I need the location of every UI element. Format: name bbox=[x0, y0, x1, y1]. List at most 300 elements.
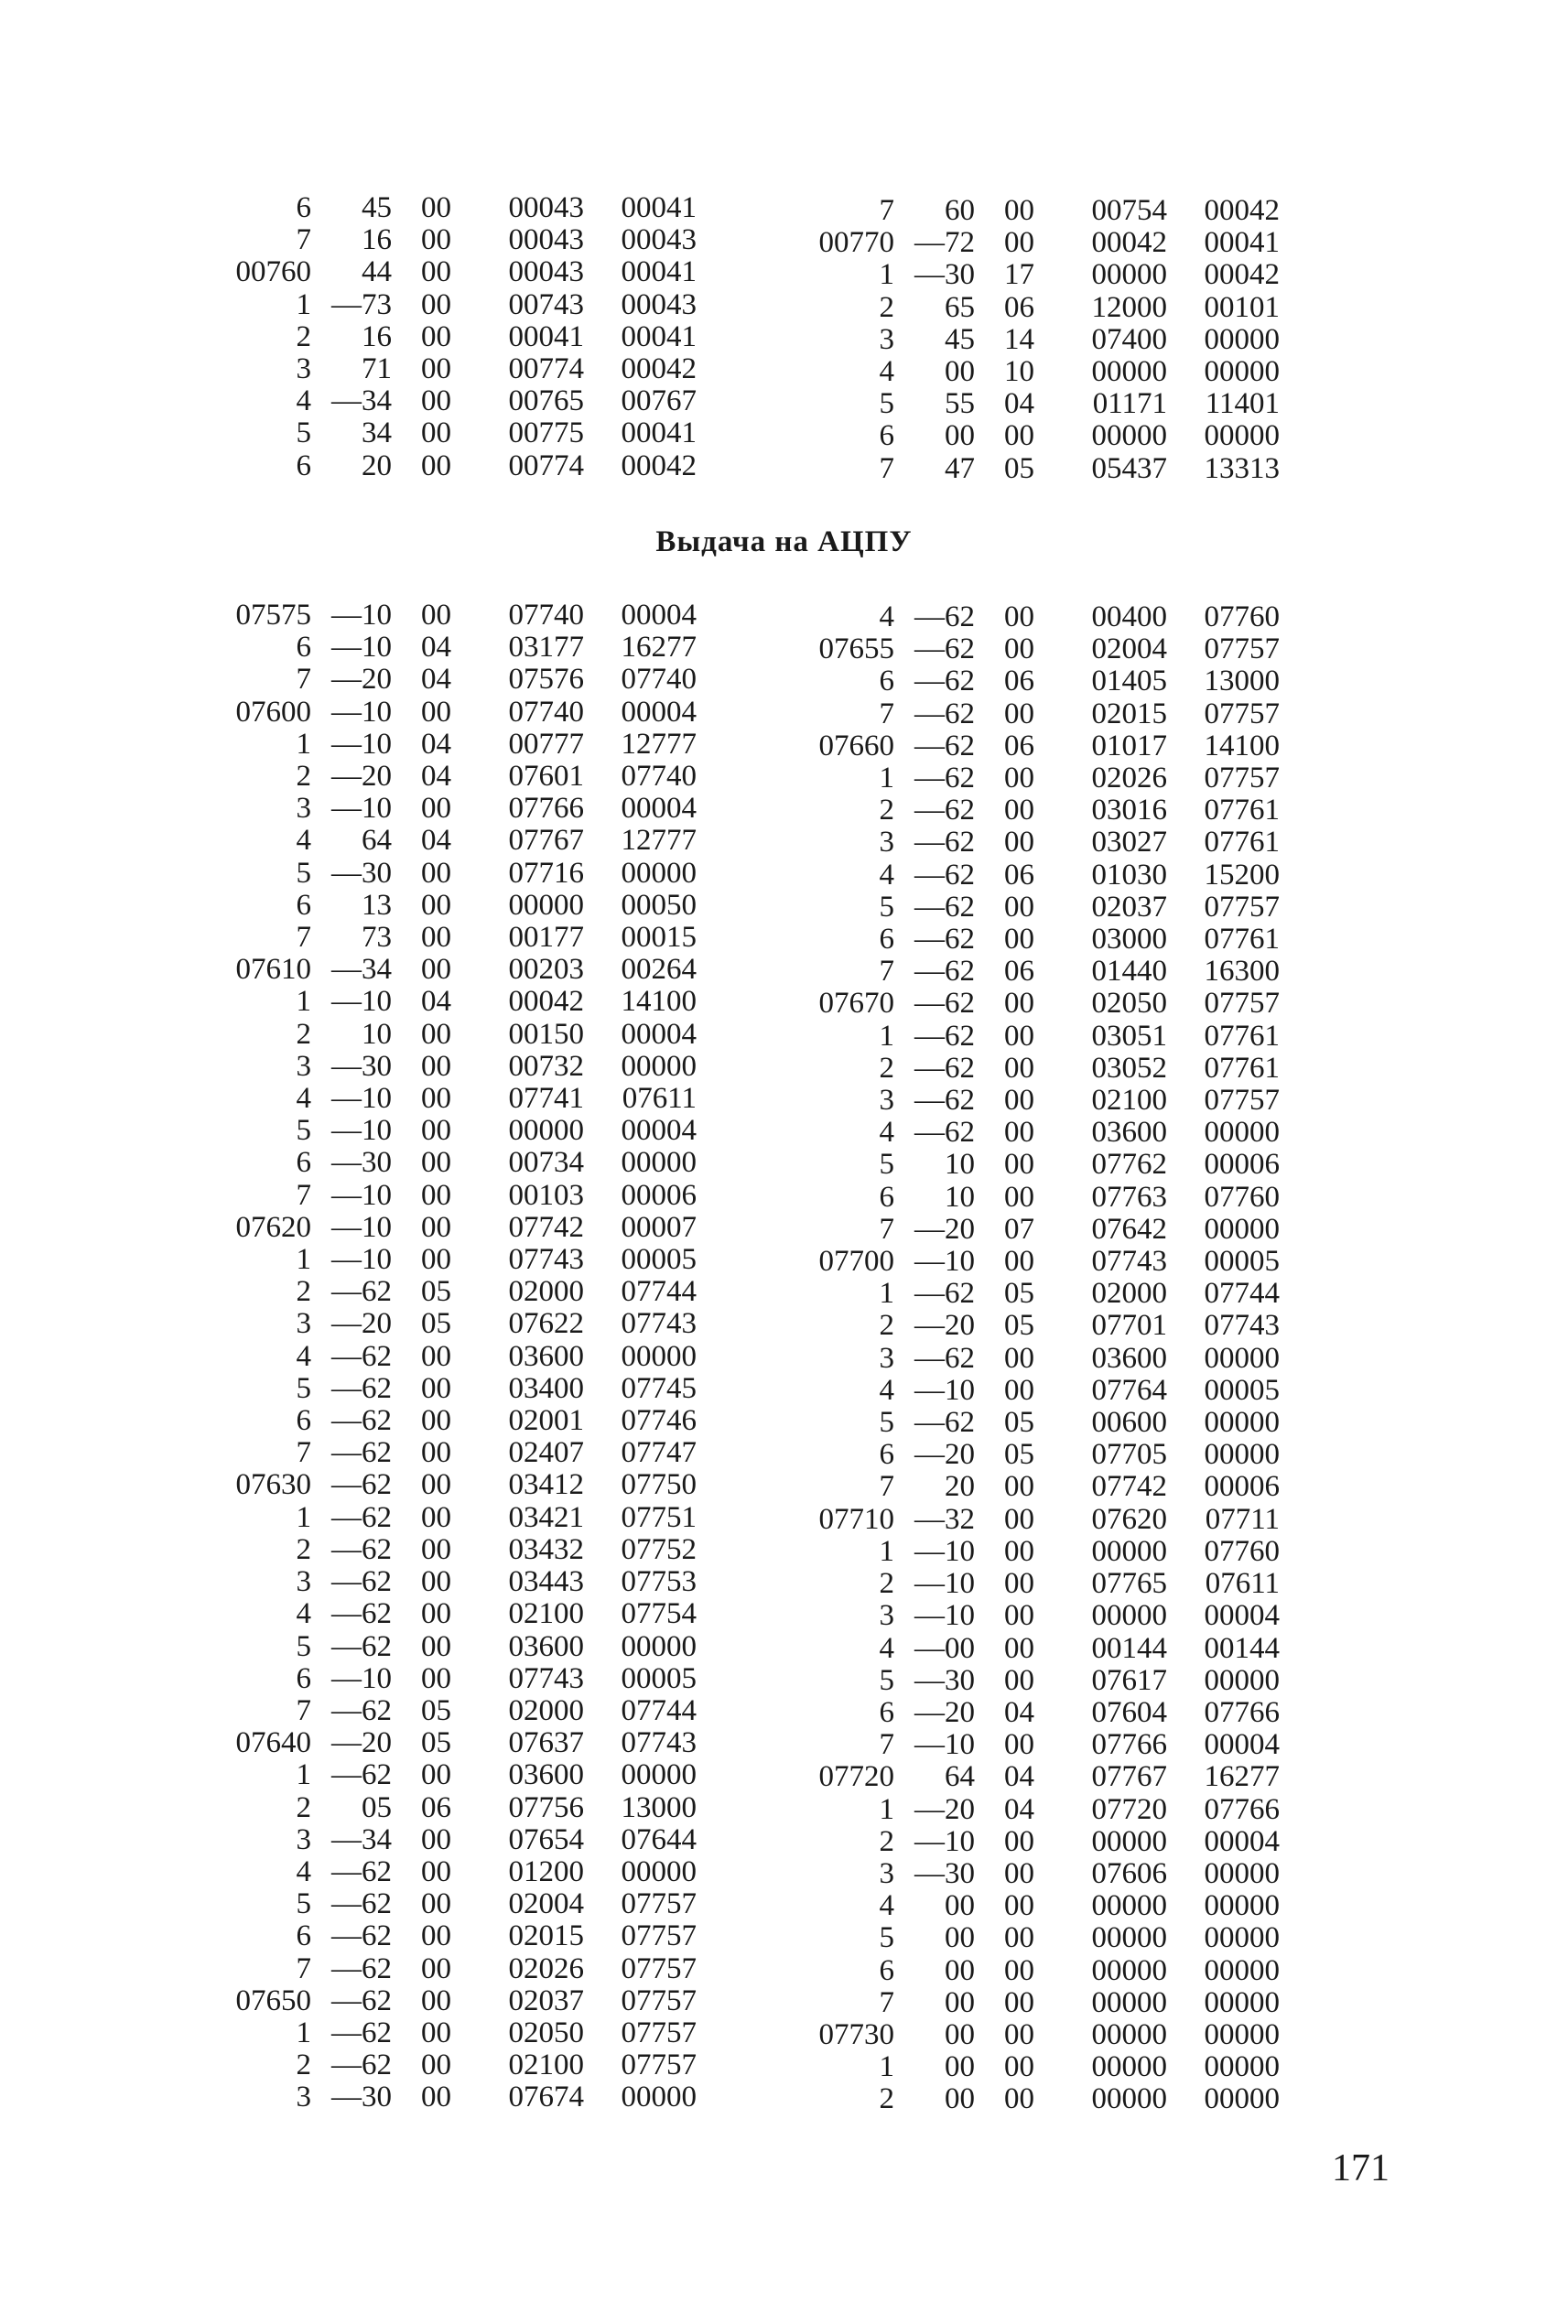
operand2-cell: 00042 bbox=[1204, 194, 1280, 227]
code-row bbox=[807, 762, 1280, 794]
address-cell: 5 bbox=[879, 1148, 894, 1182]
opcode-cell: —10 bbox=[914, 1567, 975, 1601]
modifier-cell: 05 bbox=[1004, 1406, 1034, 1440]
operand2-cell: 07761 bbox=[1204, 1019, 1280, 1053]
opcode-cell: —20 bbox=[331, 1307, 392, 1341]
code-row bbox=[807, 2083, 1280, 2115]
operand1-cell: 07617 bbox=[1091, 1663, 1167, 1697]
opcode-cell: —10 bbox=[331, 695, 392, 729]
opcode-cell: —62 bbox=[331, 1629, 392, 1663]
opcode-cell: —62 bbox=[914, 600, 975, 633]
operand1-cell: 02050 bbox=[508, 2016, 584, 2049]
opcode-cell: —10 bbox=[914, 1728, 975, 1762]
code-row bbox=[807, 1729, 1280, 1761]
address-cell: 2 bbox=[879, 1309, 894, 1343]
operand2-cell: 00000 bbox=[1204, 419, 1280, 453]
modifier-cell: 00 bbox=[1004, 1019, 1034, 1053]
code-row bbox=[807, 1149, 1280, 1181]
address-cell: 6 bbox=[296, 1146, 311, 1180]
address-cell: 4 bbox=[296, 1082, 311, 1116]
address-cell: 3 bbox=[296, 2081, 311, 2114]
modifier-cell: 00 bbox=[1004, 1889, 1034, 1923]
modifier-cell: 04 bbox=[421, 985, 451, 1019]
code-row bbox=[224, 1824, 697, 1856]
operand2-cell: 07754 bbox=[621, 1597, 697, 1631]
modifier-cell: 00 bbox=[1004, 1373, 1034, 1407]
modifier-cell: 04 bbox=[421, 727, 451, 761]
operand1-cell: 00000 bbox=[1091, 2017, 1167, 2051]
code-row bbox=[224, 793, 697, 825]
operand2-cell: 07743 bbox=[621, 1307, 697, 1341]
operand2-cell: 00000 bbox=[1204, 322, 1280, 356]
operand2-cell: 07753 bbox=[621, 1565, 697, 1599]
opcode-cell: —10 bbox=[331, 631, 392, 665]
address-cell: 7 bbox=[296, 1951, 311, 1985]
code-row bbox=[807, 2019, 1280, 2051]
operand1-cell: 00000 bbox=[1091, 1985, 1167, 2019]
opcode-cell: —30 bbox=[331, 856, 392, 890]
modifier-cell: 00 bbox=[421, 1082, 451, 1116]
address-cell: 2 bbox=[296, 760, 311, 794]
code-row bbox=[224, 858, 697, 890]
opcode-cell: —10 bbox=[331, 985, 392, 1019]
operand1-cell: 07766 bbox=[508, 792, 584, 826]
modifier-cell: 04 bbox=[1004, 1792, 1034, 1826]
operand2-cell: 07752 bbox=[621, 1532, 697, 1566]
address-cell: 00760 bbox=[235, 255, 311, 289]
operand1-cell: 07400 bbox=[1091, 322, 1167, 356]
code-row bbox=[224, 1147, 697, 1179]
address-cell: 3 bbox=[296, 352, 311, 386]
opcode-cell: —62 bbox=[331, 1919, 392, 1953]
opcode-cell: —62 bbox=[331, 2048, 392, 2082]
modifier-cell: 00 bbox=[1004, 2082, 1034, 2116]
operand2-cell: 07766 bbox=[1204, 1695, 1280, 1729]
opcode-cell: —62 bbox=[331, 1275, 392, 1309]
operand1-cell: 02037 bbox=[1091, 890, 1167, 924]
code-row bbox=[224, 1019, 697, 1051]
address-cell: 6 bbox=[296, 449, 311, 482]
modifier-cell: 00 bbox=[1004, 1245, 1034, 1279]
opcode-cell: 13 bbox=[362, 888, 392, 922]
operand2-cell: 07760 bbox=[1204, 600, 1280, 633]
modifier-cell: 00 bbox=[421, 1404, 451, 1438]
address-cell: 6 bbox=[879, 665, 894, 698]
code-row bbox=[807, 1214, 1280, 1246]
opcode-cell: 05 bbox=[362, 1790, 392, 1824]
opcode-cell: —10 bbox=[331, 1114, 392, 1148]
top-right-code-table bbox=[807, 195, 1280, 485]
address-cell: 1 bbox=[879, 2050, 894, 2084]
address-cell: 7 bbox=[296, 223, 311, 257]
operand2-cell: 00000 bbox=[1204, 1889, 1280, 1923]
modifier-cell: 00 bbox=[1004, 1953, 1034, 1987]
code-row bbox=[807, 1826, 1280, 1858]
modifier-cell: 00 bbox=[421, 695, 451, 729]
modifier-cell: 00 bbox=[421, 1854, 451, 1888]
operand1-cell: 00774 bbox=[508, 449, 584, 482]
operand1-cell: 02037 bbox=[508, 1984, 584, 2017]
address-cell: 07730 bbox=[818, 2017, 894, 2051]
address-cell: 4 bbox=[879, 600, 894, 633]
operand2-cell: 00000 bbox=[1204, 1856, 1280, 1890]
operand1-cell: 07767 bbox=[1091, 1760, 1167, 1794]
operand2-cell: 07644 bbox=[621, 1822, 697, 1856]
address-cell: 5 bbox=[296, 1371, 311, 1405]
code-row bbox=[807, 195, 1280, 227]
code-row bbox=[224, 256, 697, 288]
operand1-cell: 00000 bbox=[1091, 355, 1167, 389]
address-cell: 2 bbox=[879, 794, 894, 827]
operand2-cell: 15200 bbox=[1204, 858, 1280, 892]
operand1-cell: 02004 bbox=[508, 1887, 584, 1921]
code-row bbox=[224, 1727, 697, 1759]
opcode-cell: —62 bbox=[331, 1758, 392, 1792]
opcode-cell: —62 bbox=[914, 826, 975, 859]
operand1-cell: 03600 bbox=[1091, 1116, 1167, 1150]
operand1-cell: 00775 bbox=[508, 416, 584, 450]
modifier-cell: 00 bbox=[421, 1371, 451, 1405]
operand1-cell: 01440 bbox=[1091, 955, 1167, 989]
address-cell: 2 bbox=[879, 1051, 894, 1085]
operand2-cell: 07761 bbox=[1204, 826, 1280, 859]
opcode-cell: 71 bbox=[362, 352, 392, 386]
modifier-cell: 05 bbox=[1004, 451, 1034, 485]
operand2-cell: 00767 bbox=[621, 384, 697, 418]
code-row bbox=[224, 1792, 697, 1824]
modifier-cell: 00 bbox=[421, 2016, 451, 2049]
operand1-cell: 07741 bbox=[508, 1082, 584, 1116]
operand2-cell: 07761 bbox=[1204, 1051, 1280, 1085]
main-right-code-table bbox=[807, 601, 1280, 2116]
operand1-cell: 02015 bbox=[508, 1919, 584, 1953]
opcode-cell: —34 bbox=[331, 1822, 392, 1856]
code-row bbox=[224, 1051, 697, 1083]
opcode-cell: 47 bbox=[945, 451, 975, 485]
code-row bbox=[224, 632, 697, 664]
operand1-cell: 03027 bbox=[1091, 826, 1167, 859]
address-cell: 1 bbox=[296, 2016, 311, 2049]
operand2-cell: 07745 bbox=[621, 1371, 697, 1405]
address-cell: 2 bbox=[879, 2082, 894, 2116]
operand1-cell: 00000 bbox=[1091, 1953, 1167, 1987]
address-cell: 1 bbox=[879, 1277, 894, 1311]
operand1-cell: 00000 bbox=[1091, 1599, 1167, 1633]
address-cell: 5 bbox=[296, 1114, 311, 1148]
address-cell: 1 bbox=[296, 287, 311, 321]
code-row bbox=[807, 1568, 1280, 1600]
modifier-cell: 00 bbox=[1004, 1631, 1034, 1665]
operand1-cell: 00000 bbox=[1091, 258, 1167, 292]
modifier-cell: 00 bbox=[421, 191, 451, 224]
opcode-cell: —10 bbox=[914, 1245, 975, 1279]
operand1-cell: 02407 bbox=[508, 1436, 584, 1470]
code-row bbox=[224, 289, 697, 321]
operand2-cell: 00006 bbox=[1204, 1148, 1280, 1182]
operand2-cell: 07757 bbox=[621, 1887, 697, 1921]
address-cell: 07630 bbox=[235, 1468, 311, 1502]
opcode-cell: —20 bbox=[331, 663, 392, 697]
address-cell: 7 bbox=[879, 697, 894, 730]
address-cell: 4 bbox=[296, 824, 311, 858]
modifier-cell: 00 bbox=[421, 255, 451, 289]
operand1-cell: 00754 bbox=[1091, 194, 1167, 227]
opcode-cell: —62 bbox=[331, 1854, 392, 1888]
modifier-cell: 00 bbox=[421, 1243, 451, 1277]
modifier-cell: 00 bbox=[421, 1468, 451, 1502]
address-cell: 7 bbox=[296, 663, 311, 697]
operand1-cell: 02026 bbox=[1091, 762, 1167, 795]
operand2-cell: 00043 bbox=[621, 223, 697, 257]
address-cell: 2 bbox=[296, 1790, 311, 1824]
code-row bbox=[224, 1469, 697, 1501]
code-row bbox=[807, 1665, 1280, 1697]
operand1-cell: 02050 bbox=[1091, 987, 1167, 1021]
operand2-cell: 00000 bbox=[621, 2081, 697, 2114]
operand1-cell: 02004 bbox=[1091, 632, 1167, 666]
opcode-cell: 73 bbox=[362, 921, 392, 955]
opcode-cell: —62 bbox=[331, 1597, 392, 1631]
operand2-cell: 07757 bbox=[1204, 987, 1280, 1021]
code-row bbox=[807, 1053, 1280, 1085]
code-row bbox=[807, 453, 1280, 485]
operand1-cell: 07756 bbox=[508, 1790, 584, 1824]
modifier-cell: 06 bbox=[1004, 665, 1034, 698]
opcode-cell: —62 bbox=[331, 2016, 392, 2049]
address-cell: 7 bbox=[879, 1212, 894, 1246]
code-row bbox=[807, 698, 1280, 730]
opcode-cell: —32 bbox=[914, 1502, 975, 1536]
opcode-cell: —20 bbox=[914, 1212, 975, 1246]
code-row bbox=[224, 353, 697, 385]
code-row bbox=[224, 1180, 697, 1212]
opcode-cell: —10 bbox=[331, 727, 392, 761]
modifier-cell: 00 bbox=[421, 921, 451, 955]
address-cell: 07600 bbox=[235, 695, 311, 729]
address-cell: 6 bbox=[879, 419, 894, 453]
code-row bbox=[224, 1502, 697, 1534]
address-cell: 00770 bbox=[818, 226, 894, 260]
modifier-cell: 00 bbox=[421, 1017, 451, 1051]
code-row bbox=[807, 420, 1280, 452]
operand2-cell: 07740 bbox=[621, 760, 697, 794]
code-row bbox=[224, 1631, 697, 1663]
operand2-cell: 00005 bbox=[621, 1661, 697, 1695]
operand2-cell: 12777 bbox=[621, 727, 697, 761]
opcode-cell: —62 bbox=[331, 1951, 392, 1985]
modifier-cell: 00 bbox=[1004, 1502, 1034, 1536]
address-cell: 07650 bbox=[235, 1984, 311, 2017]
modifier-cell: 05 bbox=[421, 1726, 451, 1760]
address-cell: 7 bbox=[879, 451, 894, 485]
modifier-cell: 06 bbox=[421, 1790, 451, 1824]
opcode-cell: 65 bbox=[945, 290, 975, 324]
opcode-cell: —10 bbox=[914, 1373, 975, 1407]
opcode-cell: —10 bbox=[914, 1534, 975, 1568]
operand1-cell: 00043 bbox=[508, 223, 584, 257]
modifier-cell: 00 bbox=[421, 953, 451, 987]
operand2-cell: 07744 bbox=[621, 1693, 697, 1727]
opcode-cell: —72 bbox=[914, 226, 975, 260]
operand2-cell: 00000 bbox=[1204, 1212, 1280, 1246]
code-row bbox=[807, 794, 1280, 827]
operand1-cell: 07743 bbox=[508, 1661, 584, 1695]
modifier-cell: 00 bbox=[421, 319, 451, 353]
code-row bbox=[224, 2017, 697, 2049]
operand1-cell: 03412 bbox=[508, 1468, 584, 1502]
opcode-cell: —10 bbox=[331, 1661, 392, 1695]
code-row bbox=[224, 1212, 697, 1244]
code-row bbox=[224, 1405, 697, 1437]
operand2-cell: 13000 bbox=[1204, 665, 1280, 698]
opcode-cell: —10 bbox=[331, 1210, 392, 1244]
opcode-cell: 00 bbox=[945, 1889, 975, 1923]
operand2-cell: 00041 bbox=[621, 191, 697, 224]
address-cell: 6 bbox=[296, 1661, 311, 1695]
opcode-cell: —62 bbox=[914, 1406, 975, 1440]
code-row bbox=[807, 1890, 1280, 1922]
operand2-cell: 00004 bbox=[621, 695, 697, 729]
code-row bbox=[807, 1922, 1280, 1954]
opcode-cell: —30 bbox=[914, 1663, 975, 1697]
address-cell: 2 bbox=[879, 1824, 894, 1858]
opcode-cell: —62 bbox=[914, 987, 975, 1021]
operand2-cell: 07711 bbox=[1205, 1502, 1280, 1536]
opcode-cell: —62 bbox=[331, 1436, 392, 1470]
address-cell: 1 bbox=[879, 1534, 894, 1568]
operand1-cell: 00150 bbox=[508, 1017, 584, 1051]
operand2-cell: 00000 bbox=[1204, 1341, 1280, 1375]
code-row bbox=[224, 1115, 697, 1147]
opcode-cell: —30 bbox=[331, 1146, 392, 1180]
opcode-cell: —62 bbox=[331, 1500, 392, 1534]
opcode-cell: 45 bbox=[945, 322, 975, 356]
operand2-cell: 07757 bbox=[621, 2016, 697, 2049]
operand2-cell: 00041 bbox=[1204, 226, 1280, 260]
address-cell: 07710 bbox=[818, 1502, 894, 1536]
code-row bbox=[807, 1471, 1280, 1503]
operand1-cell: 02000 bbox=[508, 1275, 584, 1309]
opcode-cell: —62 bbox=[331, 1532, 392, 1566]
operand2-cell: 07750 bbox=[621, 1468, 697, 1502]
address-cell: 4 bbox=[879, 1373, 894, 1407]
operand2-cell: 00004 bbox=[1204, 1728, 1280, 1762]
code-row bbox=[807, 1794, 1280, 1826]
modifier-cell: 00 bbox=[421, 1532, 451, 1566]
code-row bbox=[224, 1534, 697, 1566]
address-cell: 7 bbox=[879, 955, 894, 989]
opcode-cell: —20 bbox=[914, 1438, 975, 1472]
operand1-cell: 07740 bbox=[508, 695, 584, 729]
modifier-cell: 17 bbox=[1004, 258, 1034, 292]
top-left-code-table bbox=[224, 192, 697, 482]
page-number: 171 bbox=[1332, 2147, 1390, 2189]
operand1-cell: 07674 bbox=[508, 2081, 584, 2114]
code-row bbox=[807, 1021, 1280, 1053]
opcode-cell: —62 bbox=[914, 955, 975, 989]
modifier-cell: 00 bbox=[421, 1178, 451, 1212]
opcode-cell: —20 bbox=[914, 1695, 975, 1729]
operand1-cell: 07601 bbox=[508, 760, 584, 794]
code-row bbox=[224, 1759, 697, 1791]
code-row bbox=[807, 356, 1280, 388]
opcode-cell: —10 bbox=[331, 792, 392, 826]
address-cell: 3 bbox=[296, 1822, 311, 1856]
address-cell: 07655 bbox=[818, 632, 894, 666]
address-cell: 6 bbox=[879, 923, 894, 957]
operand1-cell: 07637 bbox=[508, 1726, 584, 1760]
modifier-cell: 00 bbox=[1004, 1985, 1034, 2019]
operand2-cell: 07761 bbox=[1204, 794, 1280, 827]
modifier-cell: 04 bbox=[1004, 1695, 1034, 1729]
modifier-cell: 00 bbox=[421, 2048, 451, 2082]
code-row bbox=[807, 1987, 1280, 2019]
code-row bbox=[224, 224, 697, 256]
modifier-cell: 06 bbox=[1004, 290, 1034, 324]
opcode-cell: —10 bbox=[914, 1599, 975, 1633]
operand2-cell: 07757 bbox=[1204, 632, 1280, 666]
opcode-cell: 10 bbox=[945, 1180, 975, 1214]
opcode-cell: 64 bbox=[945, 1760, 975, 1794]
modifier-cell: 05 bbox=[421, 1307, 451, 1341]
modifier-cell: 05 bbox=[1004, 1277, 1034, 1311]
operand2-cell: 00043 bbox=[621, 287, 697, 321]
operand2-cell: 07757 bbox=[621, 2048, 697, 2082]
modifier-cell: 00 bbox=[421, 1951, 451, 1985]
code-row bbox=[224, 1308, 697, 1340]
code-row bbox=[224, 2049, 697, 2081]
modifier-cell: 04 bbox=[1004, 1760, 1034, 1794]
opcode-cell: —62 bbox=[914, 1084, 975, 1118]
address-cell: 07720 bbox=[818, 1760, 894, 1794]
operand1-cell: 03000 bbox=[1091, 923, 1167, 957]
modifier-cell: 00 bbox=[421, 888, 451, 922]
operand2-cell: 00042 bbox=[621, 352, 697, 386]
opcode-cell: —20 bbox=[914, 1792, 975, 1826]
code-row bbox=[807, 633, 1280, 665]
operand2-cell: 07766 bbox=[1204, 1792, 1280, 1826]
operand1-cell: 00203 bbox=[508, 953, 584, 987]
address-cell: 7 bbox=[879, 1985, 894, 2019]
opcode-cell: —62 bbox=[331, 1371, 392, 1405]
modifier-cell: 00 bbox=[421, 416, 451, 450]
operand2-cell: 16277 bbox=[1204, 1760, 1280, 1794]
address-cell: 4 bbox=[879, 355, 894, 389]
address-cell: 3 bbox=[879, 1341, 894, 1375]
operand1-cell: 03016 bbox=[1091, 794, 1167, 827]
code-row bbox=[807, 1761, 1280, 1793]
operand2-cell: 00005 bbox=[1204, 1373, 1280, 1407]
code-row bbox=[224, 1953, 697, 1985]
opcode-cell: 00 bbox=[945, 2082, 975, 2116]
opcode-cell: —62 bbox=[914, 1341, 975, 1375]
code-row bbox=[807, 1600, 1280, 1632]
operand2-cell: 00004 bbox=[621, 792, 697, 826]
code-row bbox=[224, 450, 697, 482]
operand1-cell: 12000 bbox=[1091, 290, 1167, 324]
operand1-cell: 07642 bbox=[1091, 1212, 1167, 1246]
operand2-cell: 13313 bbox=[1204, 451, 1280, 485]
code-row bbox=[807, 859, 1280, 892]
operand1-cell: 05437 bbox=[1091, 451, 1167, 485]
code-row bbox=[807, 1310, 1280, 1342]
operand1-cell: 07766 bbox=[1091, 1728, 1167, 1762]
operand1-cell: 07620 bbox=[1091, 1502, 1167, 1536]
address-cell: 3 bbox=[296, 1565, 311, 1599]
operand1-cell: 07705 bbox=[1091, 1438, 1167, 1472]
opcode-cell: —62 bbox=[914, 762, 975, 795]
address-cell: 3 bbox=[296, 792, 311, 826]
